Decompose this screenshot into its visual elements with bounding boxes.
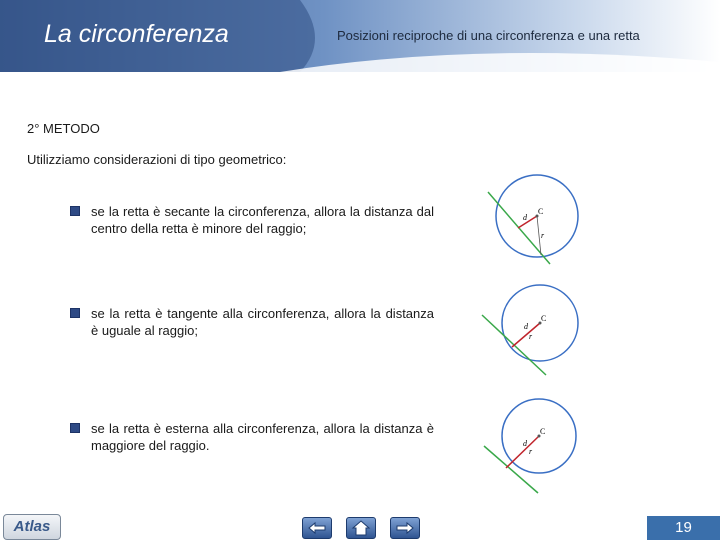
intro-text: Utilizziamo considerazioni di tipo geometrico: <box>27 152 287 167</box>
bullet-square-icon <box>70 206 80 216</box>
bullet-text: se la retta è esterna alla circonferenza, allora la distanza è maggiore del raggio. <box>91 421 434 453</box>
bullet-square-icon <box>70 423 80 433</box>
slide-subtitle: Posizioni reciproche di una circonferenza e una retta <box>337 28 640 43</box>
slide-title: La circonferenza <box>44 20 229 48</box>
home-button[interactable] <box>346 517 376 539</box>
atlas-logo: Atlas <box>3 514 61 540</box>
bullet-tangent <box>70 305 434 339</box>
distance-segment <box>518 216 537 228</box>
distance-label: d <box>523 213 527 222</box>
radius-label: r <box>529 447 533 456</box>
center-label: C <box>541 314 547 323</box>
arrow-left-icon <box>307 521 327 535</box>
prev-button[interactable] <box>302 517 332 539</box>
bullet-external <box>70 420 434 454</box>
center-label: C <box>540 427 546 436</box>
figure-secant <box>478 170 588 270</box>
page-number: 19 <box>647 516 720 540</box>
method-heading: 2° METODO <box>27 121 100 136</box>
distance-label: d <box>524 322 528 331</box>
center-label: C <box>538 207 544 216</box>
home-icon <box>351 520 371 536</box>
radius-label: r <box>529 332 533 341</box>
next-button[interactable] <box>390 517 420 539</box>
arrow-right-icon <box>395 521 415 535</box>
bullet-square-icon <box>70 308 80 318</box>
bullet-text: se la retta è tangente alla circonferenza, allora la distanza è uguale al raggio; <box>91 306 434 338</box>
bullet-secant <box>70 203 434 237</box>
figure-external <box>476 396 596 496</box>
distance-label: d <box>523 439 527 448</box>
figure-tangent <box>466 283 586 383</box>
bullet-text: se la retta è secante la circonferenza, allora la distanza dal centro della retta è minore del raggio; <box>91 204 434 236</box>
radius-label: r <box>541 231 545 240</box>
